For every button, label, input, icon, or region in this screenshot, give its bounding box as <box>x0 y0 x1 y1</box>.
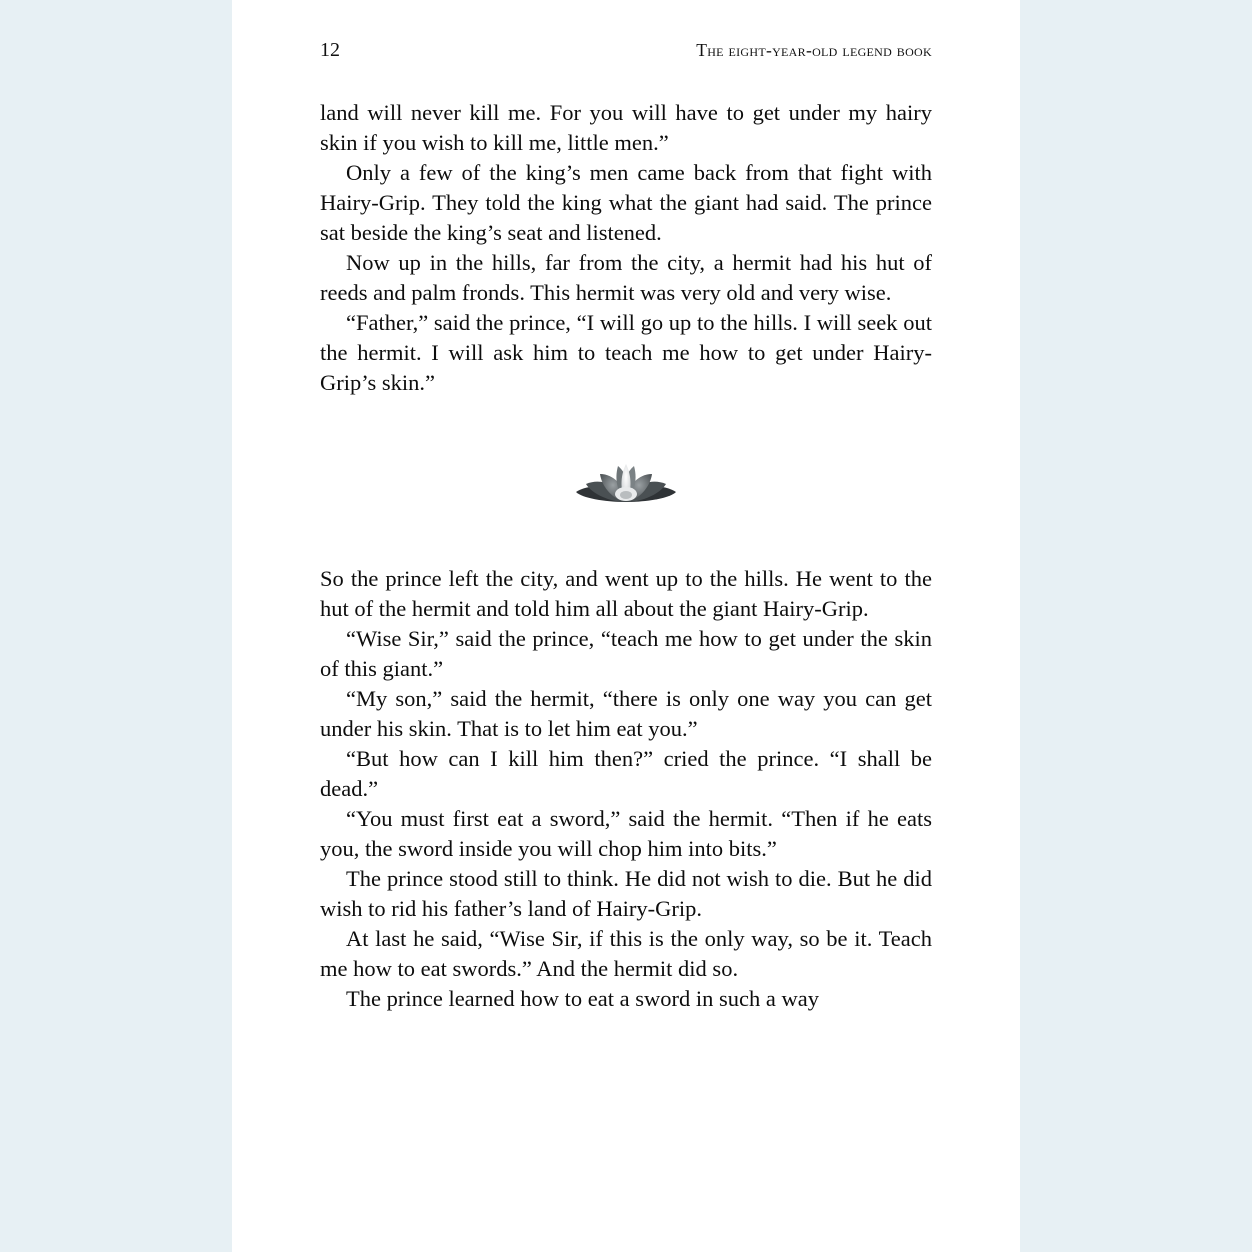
paragraph: “Wise Sir,” said the prince, “teach me how to get under the skin of this giant.” <box>320 626 932 681</box>
paragraph: Only a few of the king’s men came back from that fight with Hairy-Grip. They told the king what the giant had said. The prince sat beside the king’s seat and listened. <box>320 160 932 245</box>
running-head <box>320 0 932 76</box>
section-two <box>320 564 932 1014</box>
paragraph: “You must first eat a sword,” said the hermit. “Then if he eats you, the sword inside you will chop him into bits.” <box>320 806 932 861</box>
paragraph: The prince stood still to think. He did not wish to die. But he did wish to rid his father’s land of Hairy-Grip. <box>320 866 932 921</box>
lotus-flower-ornament <box>320 442 932 512</box>
paragraph: “But how can I kill him then?” cried the prince. “I shall be dead.” <box>320 746 932 801</box>
paragraph: land will never kill me. For you will have to get under my hairy skin if you wish to kill me, little men.” <box>320 100 932 155</box>
page-text-block <box>320 0 932 1252</box>
paragraph: So the prince left the city, and went up to the hills. He went to the hut of the hermit and told him all about the giant Hairy-Grip. <box>320 566 932 621</box>
paragraph: At last he said, “Wise Sir, if this is the only way, so be it. Teach me how to eat swords.” And the hermit did so. <box>320 926 932 981</box>
paragraph: Now up in the hills, far from the city, a hermit had his hut of reeds and palm fronds. This hermit was very old and very wise. <box>320 250 932 305</box>
paragraph: The prince learned how to eat a sword in such a way <box>346 986 819 1011</box>
running-head-title: the eight-year-old legend book <box>696 40 932 60</box>
page-number: 12 <box>320 39 340 61</box>
book-page <box>232 0 1020 1252</box>
paragraph: “Father,” said the prince, “I will go up to the hills. I will seek out the hermit. I will ask him to teach me how to get under Hairy-Grip’s skin.” <box>320 310 932 395</box>
section-one <box>320 98 932 398</box>
paragraph: “My son,” said the hermit, “there is only one way you can get under his skin. That is to let him eat you.” <box>320 686 932 741</box>
